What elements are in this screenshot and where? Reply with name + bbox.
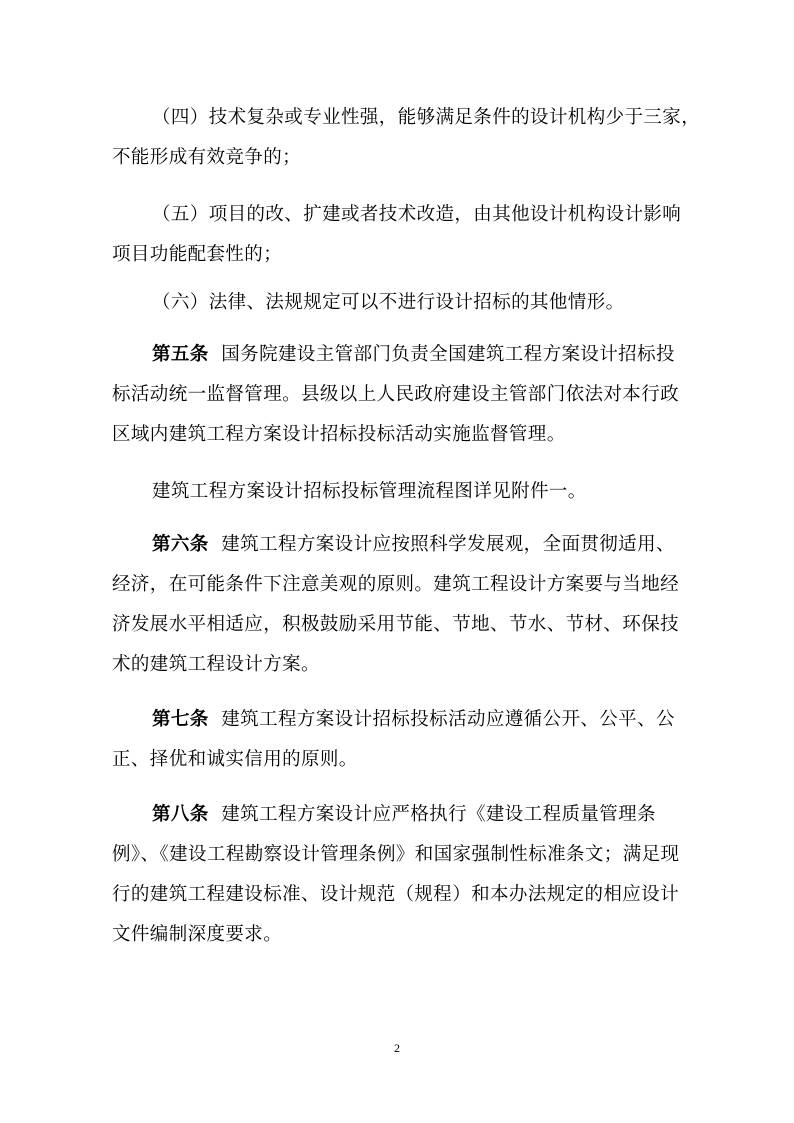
paragraph-text: 区域内建筑工程方案设计招标投标活动实施监督管理。 [112, 424, 566, 445]
paragraph-text: 行的建筑工程建设标准、设计规范（规程）和本办法规定的相应设计 [112, 884, 680, 905]
paragraph-item-4 [112, 98, 701, 178]
paragraph-text: 文件编制深度要求。 [112, 924, 283, 945]
paragraph-text: 建筑工程方案设计招标投标管理流程图详见附件一。 [152, 481, 587, 502]
article-heading: 第五条 [152, 344, 209, 365]
paragraph-text: 经济，在可能条件下注意美观的原则。建筑工程设计方案要与当地经 [112, 574, 680, 595]
article-8 [112, 795, 680, 955]
paragraph-text: 例》、《建设工程勘察设计管理条例》和国家强制性标准条文；满足现 [112, 844, 680, 865]
article-heading: 第八条 [152, 804, 209, 825]
paragraph-text: 国务院建设主管部门负责全国建筑工程方案设计招标投 [208, 344, 675, 365]
paragraph-item-6 [112, 283, 680, 323]
paragraph-text: 术的建筑工程设计方案。 [112, 654, 320, 675]
article-heading: 第七条 [152, 709, 209, 730]
paragraph-text: （六）法律、法规规定可以不进行设计招标的其他情形。 [152, 292, 625, 313]
article-6 [112, 525, 680, 685]
paragraph-text: 建筑工程方案设计应按照科学发展观，全面贯彻适用、 [208, 534, 675, 555]
paragraph-text: 项目功能配套性的； [112, 244, 283, 265]
paragraph-item-5 [112, 195, 680, 275]
paragraph-text: 标活动统一监督管理。县级以上人民政府建设主管部门依法对本行政 [112, 384, 680, 405]
paragraph-text: 建筑工程方案设计招标投标活动应遵循公开、公平、公 [208, 709, 675, 730]
page-number: 2 [394, 1041, 400, 1055]
paragraph-text: 不能形成有效竞争的； [112, 147, 302, 168]
paragraph-text: 正、择优和诚实信用的原则。 [112, 749, 358, 770]
article-7 [112, 700, 680, 780]
paragraph-text: 建筑工程方案设计应严格执行《建设工程质量管理条 [208, 804, 656, 825]
paragraph-text: （五）项目的改、扩建或者技术改造，由其他设计机构设计影响 [152, 204, 682, 225]
article-5 [112, 335, 680, 455]
paragraph-text: 济发展水平相适应，积极鼓励采用节能、节地、节水、节材、环保技 [112, 614, 680, 635]
paragraph-flowchart [112, 472, 680, 512]
article-heading: 第六条 [152, 534, 209, 555]
paragraph-text: （四）技术复杂或专业性强，能够满足条件的设计机构少于三家， [152, 107, 701, 128]
